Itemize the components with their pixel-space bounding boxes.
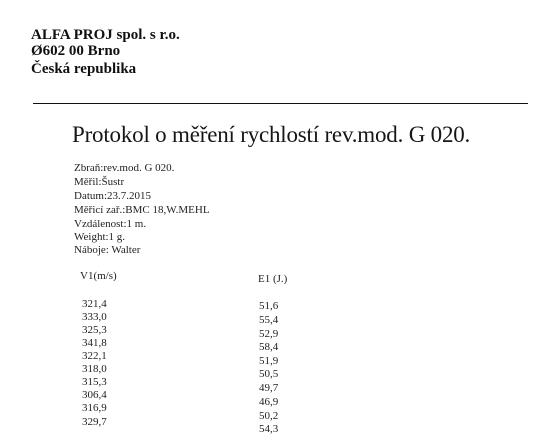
v1-value: 306,4 [82,389,107,401]
company-name: ALFA PROJ spol. s r.o. [31,27,180,43]
meta-device: Měřicí zař.:BMC 18,W.MEHL [74,204,210,216]
e1-value: 58,4 [259,341,279,353]
v1-value: 318,0 [82,363,107,375]
meta-weapon: Zbraň:rev.mod. G 020. [74,162,175,174]
header-divider [33,103,528,104]
v1-value: 316,9 [82,402,107,414]
v1-value: 325,3 [82,324,107,336]
v1-value: 333,0 [82,311,107,323]
column-header-v1: V1(m/s) [80,270,117,282]
e1-value: 50,2 [259,410,279,422]
v1-value: 315,3 [82,376,107,388]
v1-value: 321,4 [82,298,107,310]
meta-weight: Weight:1 g. [74,231,126,243]
e1-value: 50,5 [259,368,279,380]
e1-value: 52,9 [259,328,279,340]
v1-value: 341,8 [82,337,107,349]
e1-value: 46,9 [259,396,279,408]
e1-value: 49,7 [259,382,279,394]
column-header-e1: E1 (J.) [258,273,288,285]
company-address: Ø602 00 Brno [31,43,121,59]
e1-value: 51,6 [259,300,279,312]
meta-distance: Vzdálenost:1 m. [74,218,147,230]
meta-measured-by: Měřil:Šustr [74,176,125,188]
e1-value: 51,9 [259,355,279,367]
v1-value: 329,7 [82,416,107,428]
e1-value: 55,4 [259,314,279,326]
document-title: Protokol o měření rychlostí rev.mod. G 020. [72,122,471,147]
meta-ammo: Náboje: Walter [74,244,141,256]
v1-value: 322,1 [82,350,107,362]
e1-value: 54,3 [259,423,279,435]
meta-date: Datum:23.7.2015 [74,190,151,202]
company-country: Česká republika [31,61,137,77]
